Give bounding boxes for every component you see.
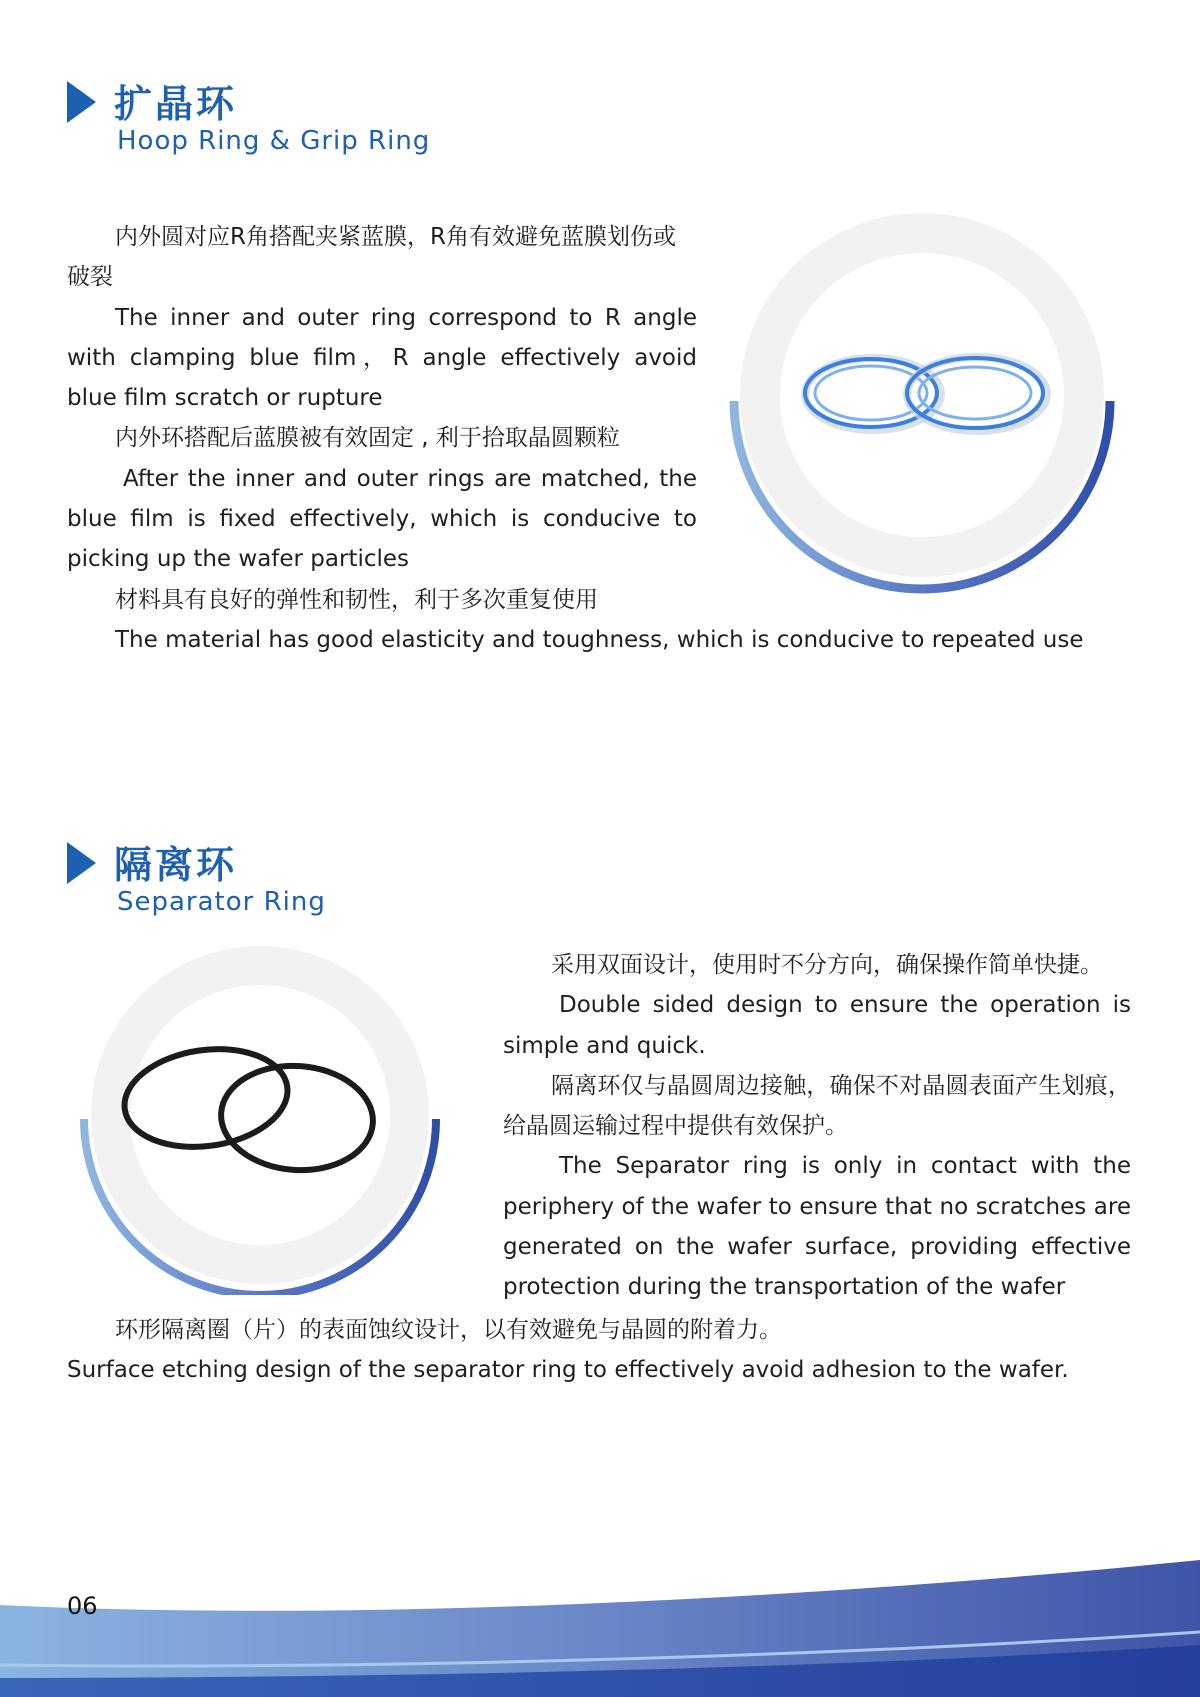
paragraph-en: After the inner and outer rings are matched, the blue film is fixed effectively, which is conducive to picking up the wafer particles	[67, 465, 697, 573]
section-title-cn: 扩晶环	[114, 82, 238, 126]
triangle-right-icon	[67, 842, 96, 884]
section-body	[503, 945, 1131, 1308]
paragraph-cn: 内外环搭配后蓝膜被有效固定 , 利于拾取晶圆颗粒	[115, 425, 620, 452]
paragraph-en: The inner and outer ring correspond to R angle with clamping blue film，R angle effectively avoid blue film scratch or rupture	[67, 304, 697, 412]
paragraph-en: The Separator ring is only in contact with the periphery of the wafer to ensure that no scratches are generated on the wafer surface, providing effective protection during the transportation of the wafer	[503, 1153, 1131, 1301]
footer-wave	[0, 1560, 1200, 1697]
product-image-separator-ring	[78, 945, 444, 1295]
section-body-continued	[67, 1310, 1147, 1391]
paragraph-cn: 环形隔离圈（片）的表面蚀纹设计，以有效避免与晶圆的附着力。	[115, 1317, 782, 1343]
paragraph-cn: 材料具有良好的弹性和韧性，利于多次重复使用	[115, 586, 598, 613]
section-title-cn: 隔离环	[114, 843, 238, 887]
paragraph-en: Surface etching design of the separator ring to effectively avoid adhesion to the wafer.	[67, 1357, 1069, 1384]
section-title-en: Separator Ring	[117, 887, 326, 917]
paragraph-cn: 采用双面设计，使用时不分方向，确保操作简单快捷。	[551, 952, 1103, 978]
page-number: 06	[67, 1592, 98, 1620]
paragraph-en: Double sided design to ensure the operation is simple and quick.	[503, 992, 1131, 1059]
paragraph-cn: 隔离环仅与晶圆周边接触，确保不对晶圆表面产生划痕，给晶圆运输过程中提供有效保护。	[503, 1072, 1131, 1140]
paragraph-en: The material has good elasticity and toughness, which is conducive to repeated use	[115, 626, 1084, 653]
paragraph-cn: 内外圆对应R角搭配夹紧蓝膜，R角有效避免蓝膜划伤或破裂	[67, 224, 676, 291]
section-title-en: Hoop Ring & Grip Ring	[117, 126, 431, 156]
